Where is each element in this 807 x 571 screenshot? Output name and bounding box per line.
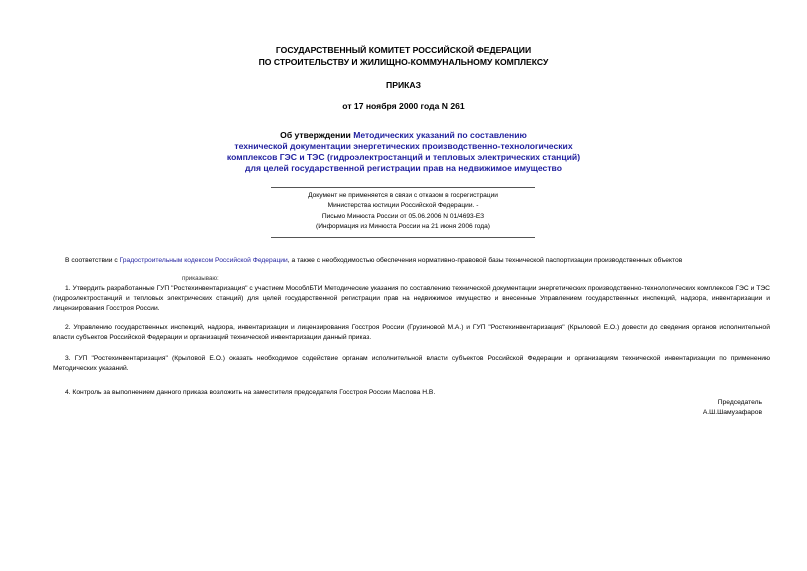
intro-before: В соответствии с [65, 257, 120, 264]
document-header [0, 44, 807, 68]
paragraph-2: 2. Управлению государственных инспекций, надзора, инвентаризации и лицензирования Госстроя России (Грузиновой М.А.) и ГУП "Ростехинвентаризация" (Крыловой Е.О.) довести до сведения органов исполнительной власти субъектов Российской Федерации и организаций технической инвентаризации данный приказ. [53, 324, 770, 342]
note-line-3: Письмо Минюста России от 05.06.2006 N 01/4693-ЕЗ [321, 212, 485, 220]
subject-line-1 [0, 130, 807, 141]
note-line-2: Министерства юстиции Российской Федерации. - [327, 202, 479, 210]
signature-title: Председатель [717, 399, 762, 406]
subject-prefix: Об утверждении [280, 130, 354, 140]
intro-after: , а также с необходимостью обеспечения нормативно-правовой базы технической паспортизации производственных объектов [287, 257, 683, 264]
subject-link[interactable]: Методических указаний по составлению [353, 130, 527, 140]
document-subject [0, 130, 807, 174]
signature-name: А.Ш.Шамузафаров [702, 409, 762, 417]
header-line-2: ПО СТРОИТЕЛЬСТВУ И ЖИЛИЩНО-КОММУНАЛЬНОМУ КОМПЛЕКСУ [258, 57, 549, 67]
paragraph-1: 1. Утвердить разработанные ГУП "Ростехинвентаризация" с участием МособлБТИ Методические указания по составлению технической документации энергетических производственно-технологических комплексов ГЭС и ТЭС (гидроэлектростанций и тепловых электрических станций) для целей государственной регистрации прав на недвижимое имущество и внесенные Управлением государственных инспекций, надзора, инвентаризации и лицензирования Госстроя России. [53, 285, 770, 313]
note-line-1: Документ не применяется в связи с отказом в госрегистрации [308, 192, 498, 199]
order-date: от 17 ноября 2000 года N 261 [342, 101, 465, 111]
subject-line-2[interactable]: технической документации энергетических производственно-технологических [234, 141, 573, 151]
header-line-1: ГОСУДАРСТВЕННЫЙ КОМИТЕТ РОССИЙСКОЙ ФЕДЕРАЦИИ [275, 45, 532, 55]
code-link[interactable]: Градостроительным кодексом Российской Федерации [119, 257, 288, 264]
paragraph-4: 4. Контроль за выполнением данного приказа возложить на заместителя председателя Госстроя России Маслова Н.В. [65, 389, 436, 396]
note-line-4: (Информация из Минюста России на 21 июня 2006 года) [316, 223, 490, 231]
order-label: ПРИКАЗ [386, 80, 421, 90]
subject-line-4[interactable]: для целей государственной регистрации прав на недвижимое имущество [245, 163, 562, 173]
signature-block [703, 398, 762, 419]
ordered-label: приказываю: [182, 275, 219, 282]
status-note [271, 187, 535, 238]
subject-line-3[interactable]: комплексов ГЭС и ТЭС (гидроэлектростанций и тепловых электрических станций) [226, 152, 581, 162]
paragraph-3: 3. ГУП "Ростехинвентаризация" (Крыловой Е.О.) оказать необходимое содействие органам исполнительной власти субъектов Российской Федерации и организациям технической инвентаризации по применению Методических указаний. [53, 355, 770, 373]
intro-paragraph [53, 256, 770, 266]
